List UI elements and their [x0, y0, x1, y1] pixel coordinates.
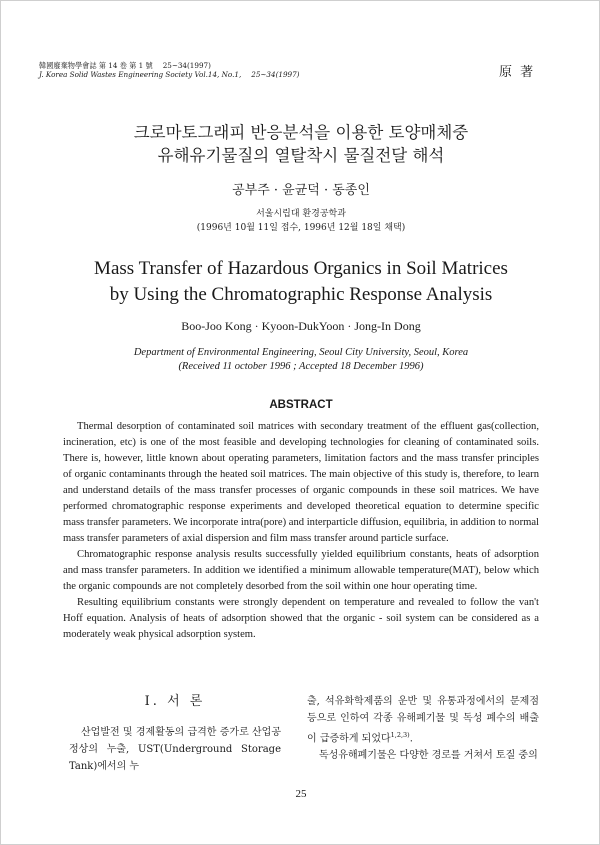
section-heading-introduction: Ⅰ. 서 론 [144, 694, 206, 709]
authors-korean: 공부주 · 윤균덕 · 동종인 [232, 183, 370, 198]
title-korean-line2: 유해유기물질의 열탈착시 물질전달 해석 [157, 146, 445, 165]
title-english-line2: by Using the Chromatographic Response Analysis [109, 284, 493, 305]
journal-pages-en: 25~34(1997) [251, 70, 300, 79]
received-dates-korean: (1996년 10월 11일 접수, 1996년 12월 18일 채택) [196, 223, 406, 233]
abstract-paragraph-2: Chromatographic response analysis results successfully yielded equilibrium constants, heats of adsorption and mass transfer parameters. In addition we identified a minimum allowable temperature(MAT), below which the organic compounds are not completely desorbed from the soil within one hour operating time. [63, 549, 539, 592]
journal-pages: 25~34(1997) [162, 61, 211, 70]
abstract-paragraph-1: Thermal desorption of contaminated soil matrices with secondary treatment of the effluent gas(collection, incineration, etc) is one of the most feasible and developing technologies for cleaning of contaminated soils. There is, however, little known about operating parameters, limitation factors and the mass transfer principles of organic contaminants through the heated soil matrices. The main objective of this study is, therefore, to learn and understand details of the mass transfer processes of organic compounds in these soil matrices. We have performed chromatographic response experiments and developed theoretical equation to determine specific mass transfer parameters. We incorporate intra(pore) and interparticle diffusion, equilibria, in addition to normal mass transfer parameters of axial dispersion and film mass transfer around particle surface. [63, 421, 539, 544]
abstract-paragraph-3: Resulting equilibrium constants were strongly dependent on temperature and revealed to follow the van't Hoff equation. Analysis of heats of adsorption showed that the organic - soil system can be considered as a moderately weak physical adsorption system. [63, 597, 539, 640]
affiliation-english-line1: Department of Environmental Engineering, Seoul City University, Seoul, Korea [133, 347, 469, 358]
body-right-column [307, 693, 539, 764]
body-left-column [69, 693, 281, 775]
affiliation-korean-line1: 서울시립대 환경공학과 [256, 209, 346, 219]
journal-header [39, 61, 299, 79]
body-paragraph-right-2: 독성유해폐기물은 다양한 경로를 거쳐서 토질 중의 [319, 750, 538, 762]
title-korean-line1: 크로마토그래피 반응분석을 이용한 토양매체중 [133, 123, 469, 142]
title-korean [41, 121, 561, 167]
abstract-heading: ABSTRACT [269, 399, 333, 411]
authors-english: Boo-Joo Kong · Kyoon-DukYoon · Jong-In Dong [181, 319, 421, 333]
body-paragraph-right-1-end: . [409, 733, 413, 745]
abstract-body [63, 419, 539, 643]
citation-reference: 1,2,3) [390, 731, 410, 739]
article-type-tag: 原 著 [499, 65, 536, 80]
journal-name-en: J. Korea Solid Wastes Engineering Society Vol.14, No.1, [39, 70, 242, 79]
affiliation-korean [41, 207, 561, 235]
affiliation-english [41, 346, 561, 374]
title-english-line1: Mass Transfer of Hazardous Organics in Soil Matrices [94, 258, 508, 279]
body-paragraph-left-1: 산업발전 및 경제활동의 급격한 증가로 산업공정상의 누출, UST(Underground Storage Tank)에서의 누 [69, 727, 281, 772]
page-number: 25 [295, 788, 307, 800]
journal-name-ko: 韓國廢棄物學會誌 第 14 卷 第 1 號 [39, 61, 153, 70]
received-dates-english: (Received 11 october 1996 ; Accepted 18 December 1996) [178, 361, 424, 372]
body-paragraph-right-1 [307, 693, 539, 747]
body-paragraph-right-1-text: 출, 석유화학제품의 운반 및 유통과정에서의 문제점 등으로 인하여 각종 유해폐기물 및 독성 폐수의 배출이 급증하게 되었다 [307, 696, 539, 745]
title-english [41, 256, 561, 308]
